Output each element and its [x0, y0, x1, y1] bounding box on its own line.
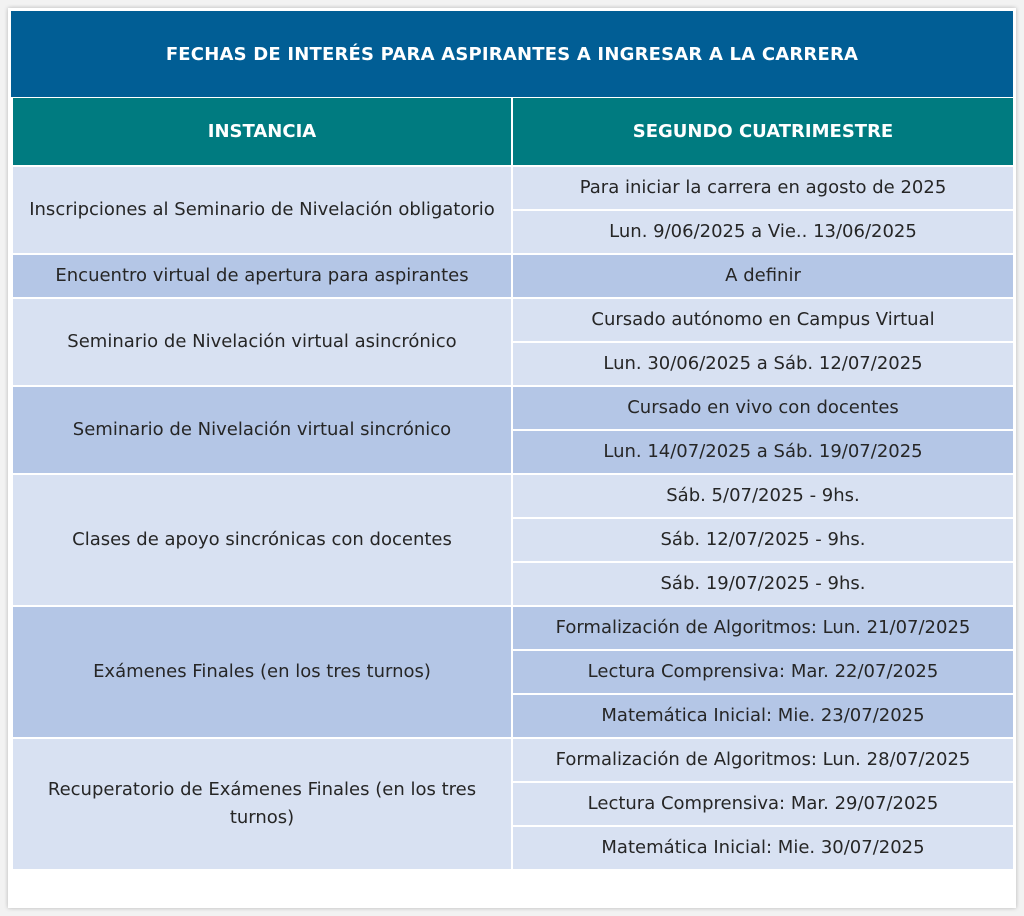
fecha-cell: Matemática Inicial: Mie. 30/07/2025 [512, 826, 1014, 870]
fecha-cell: Formalización de Algoritmos: Lun. 21/07/2025 [512, 606, 1014, 650]
fecha-cell: Lectura Comprensiva: Mar. 22/07/2025 [512, 650, 1014, 694]
header-segundo-cuatrimestre: SEGUNDO CUATRIMESTRE [512, 98, 1014, 166]
table-row [12, 254, 1014, 298]
fecha-cell: Lun. 30/06/2025 a Sáb. 12/07/2025 [512, 342, 1014, 386]
instancia-cell: Seminario de Nivelación virtual sincrónico [12, 386, 512, 474]
instancia-cell: Seminario de Nivelación virtual asincrónico [12, 298, 512, 386]
fecha-cell: Lectura Comprensiva: Mar. 29/07/2025 [512, 782, 1014, 826]
fecha-cell: Formalización de Algoritmos: Lun. 28/07/2025 [512, 738, 1014, 782]
fecha-cell: Sáb. 19/07/2025 - 9hs. [512, 562, 1014, 606]
instancia-cell: Encuentro virtual de apertura para aspirantes [12, 254, 512, 298]
header-row [12, 98, 1014, 166]
table-row [12, 606, 1014, 650]
table-row [12, 474, 1014, 518]
fecha-cell: A definir [512, 254, 1014, 298]
header-instancia: INSTANCIA [12, 98, 512, 166]
fecha-cell: Lun. 14/07/2025 a Sáb. 19/07/2025 [512, 430, 1014, 474]
fecha-cell: Matemática Inicial: Mie. 23/07/2025 [512, 694, 1014, 738]
table-row [12, 298, 1014, 342]
dates-document [8, 8, 1016, 908]
instancia-cell: Exámenes Finales (en los tres turnos) [12, 606, 512, 738]
fecha-cell: Sáb. 5/07/2025 - 9hs. [512, 474, 1014, 518]
instancia-cell: Recuperatorio de Exámenes Finales (en los tres turnos) [12, 738, 512, 870]
fecha-cell: Para iniciar la carrera en agosto de 2025 [512, 166, 1014, 210]
fecha-cell: Sáb. 12/07/2025 - 9hs. [512, 518, 1014, 562]
table-title: FECHAS DE INTERÉS PARA ASPIRANTES A INGRESAR A LA CARRERA [11, 11, 1013, 97]
instancia-cell: Clases de apoyo sincrónicas con docentes [12, 474, 512, 606]
table-row [12, 738, 1014, 782]
table-row [12, 386, 1014, 430]
table-row [12, 166, 1014, 210]
fecha-cell: Lun. 9/06/2025 a Vie.. 13/06/2025 [512, 210, 1014, 254]
fecha-cell: Cursado en vivo con docentes [512, 386, 1014, 430]
instancia-cell: Inscripciones al Seminario de Nivelación obligatorio [12, 166, 512, 254]
dates-table [11, 98, 1015, 871]
fecha-cell: Cursado autónomo en Campus Virtual [512, 298, 1014, 342]
